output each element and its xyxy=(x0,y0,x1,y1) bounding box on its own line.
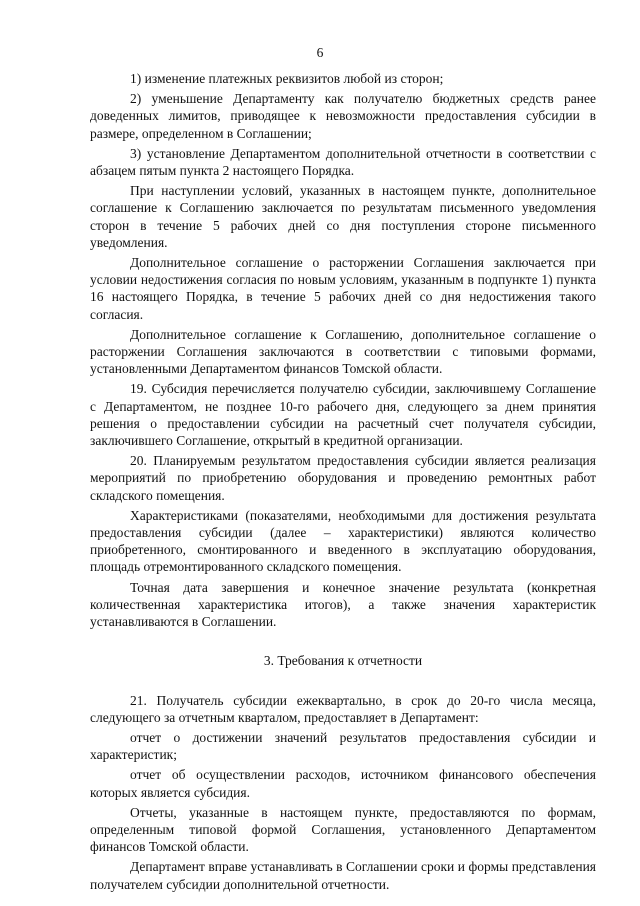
paragraph-standard-forms: Дополнительное соглашение к Соглашению, дополнительное соглашение о расторжении Соглашения заключаются в соответствии с типовыми формами, установленными Департаментом финансов Томской области. xyxy=(90,326,596,377)
paragraph-additional-reporting: Департамент вправе устанавливать в Соглашении сроки и формы представления получателем субсидии дополнительной отчетности. xyxy=(90,859,596,892)
paragraph-report-expenses: отчет об осуществлении расходов, источником финансового обеспечения которых является субсидия. xyxy=(90,767,596,800)
section-heading: 3. Требования к отчетности xyxy=(263,653,423,669)
paragraph-clause-20: 20. Планируемым результатом предоставления субсидии является реализация мероприятий по приобретению оборудования и проведению ремонтных работ складского помещения. xyxy=(90,453,596,503)
paragraph-item-1: 1) изменение платежных реквизитов любой из сторон; xyxy=(130,71,444,86)
paragraph-clause-21: 21. Получатель субсидии ежеквартально, в срок до 20-го числа месяца, следующего за отчетным кварталом, предоставляет в Департамент: xyxy=(90,692,596,725)
paragraph-exact-date: Точная дата завершения и конечное значение результата (конкретная количественная характеристика итогов), а также значения характеристик устанавливаются в Соглашении. xyxy=(90,579,596,630)
paragraph-item-3: 3) установление Департаментом дополнительной отчетности в соответствии с абзацем пятым пункта 2 настоящего Порядка. xyxy=(90,145,596,179)
paragraph-conditions: При наступлении условий, указанных в настоящем пункте, дополнительное соглашение к Соглашению заключается по результатам письменного уведомления сторон в течение 5 рабочих дней со дня поступления стороне письменного уведомления. xyxy=(90,183,596,250)
paragraph-report-forms: Отчеты, указанные в настоящем пункте, предоставляются по формам, определенным типовой формой Соглашения, установленного Департаментом финансов Томской области. xyxy=(90,804,596,855)
paragraph-item-2: 2) уменьшение Департаменту как получателю бюджетных средств ранее доведенных лимитов, приводящее к невозможности предоставления субсидии в размере, определенном в Соглашении; xyxy=(90,91,596,141)
page-number: 6 xyxy=(316,45,324,60)
paragraph-clause-19: 19. Субсидия перечисляется получателю субсидии, заключившему Соглашение с Департаментом, не позднее 10-го рабочего дня, следующего за днем принятия решения о предоставлении субсидии на расчетный счет получателя субсидии, заключившего Соглашение, открытый в кредитной организации. xyxy=(90,381,596,449)
paragraph-termination: Дополнительное соглашение о расторжении Соглашения заключается при условии недостижения согласия по новым условиям, указанным в подпункте 1) пункта 16 настоящего Порядка, в течение 5 рабочих дней со дня недостижения такого согласия. xyxy=(90,255,596,322)
document-body xyxy=(90,70,596,896)
paragraph-characteristics: Характеристиками (показателями, необходимыми для достижения результата предоставления субсидии (далее – характеристики) являются количество приобретенного, смонтированного и введенного в эксплуатацию оборудования, площадь отремонтированного складского помещения. xyxy=(90,507,596,575)
paragraph-report-results: отчет о достижении значений результатов предоставления субсидии и характеристик; xyxy=(90,729,596,763)
